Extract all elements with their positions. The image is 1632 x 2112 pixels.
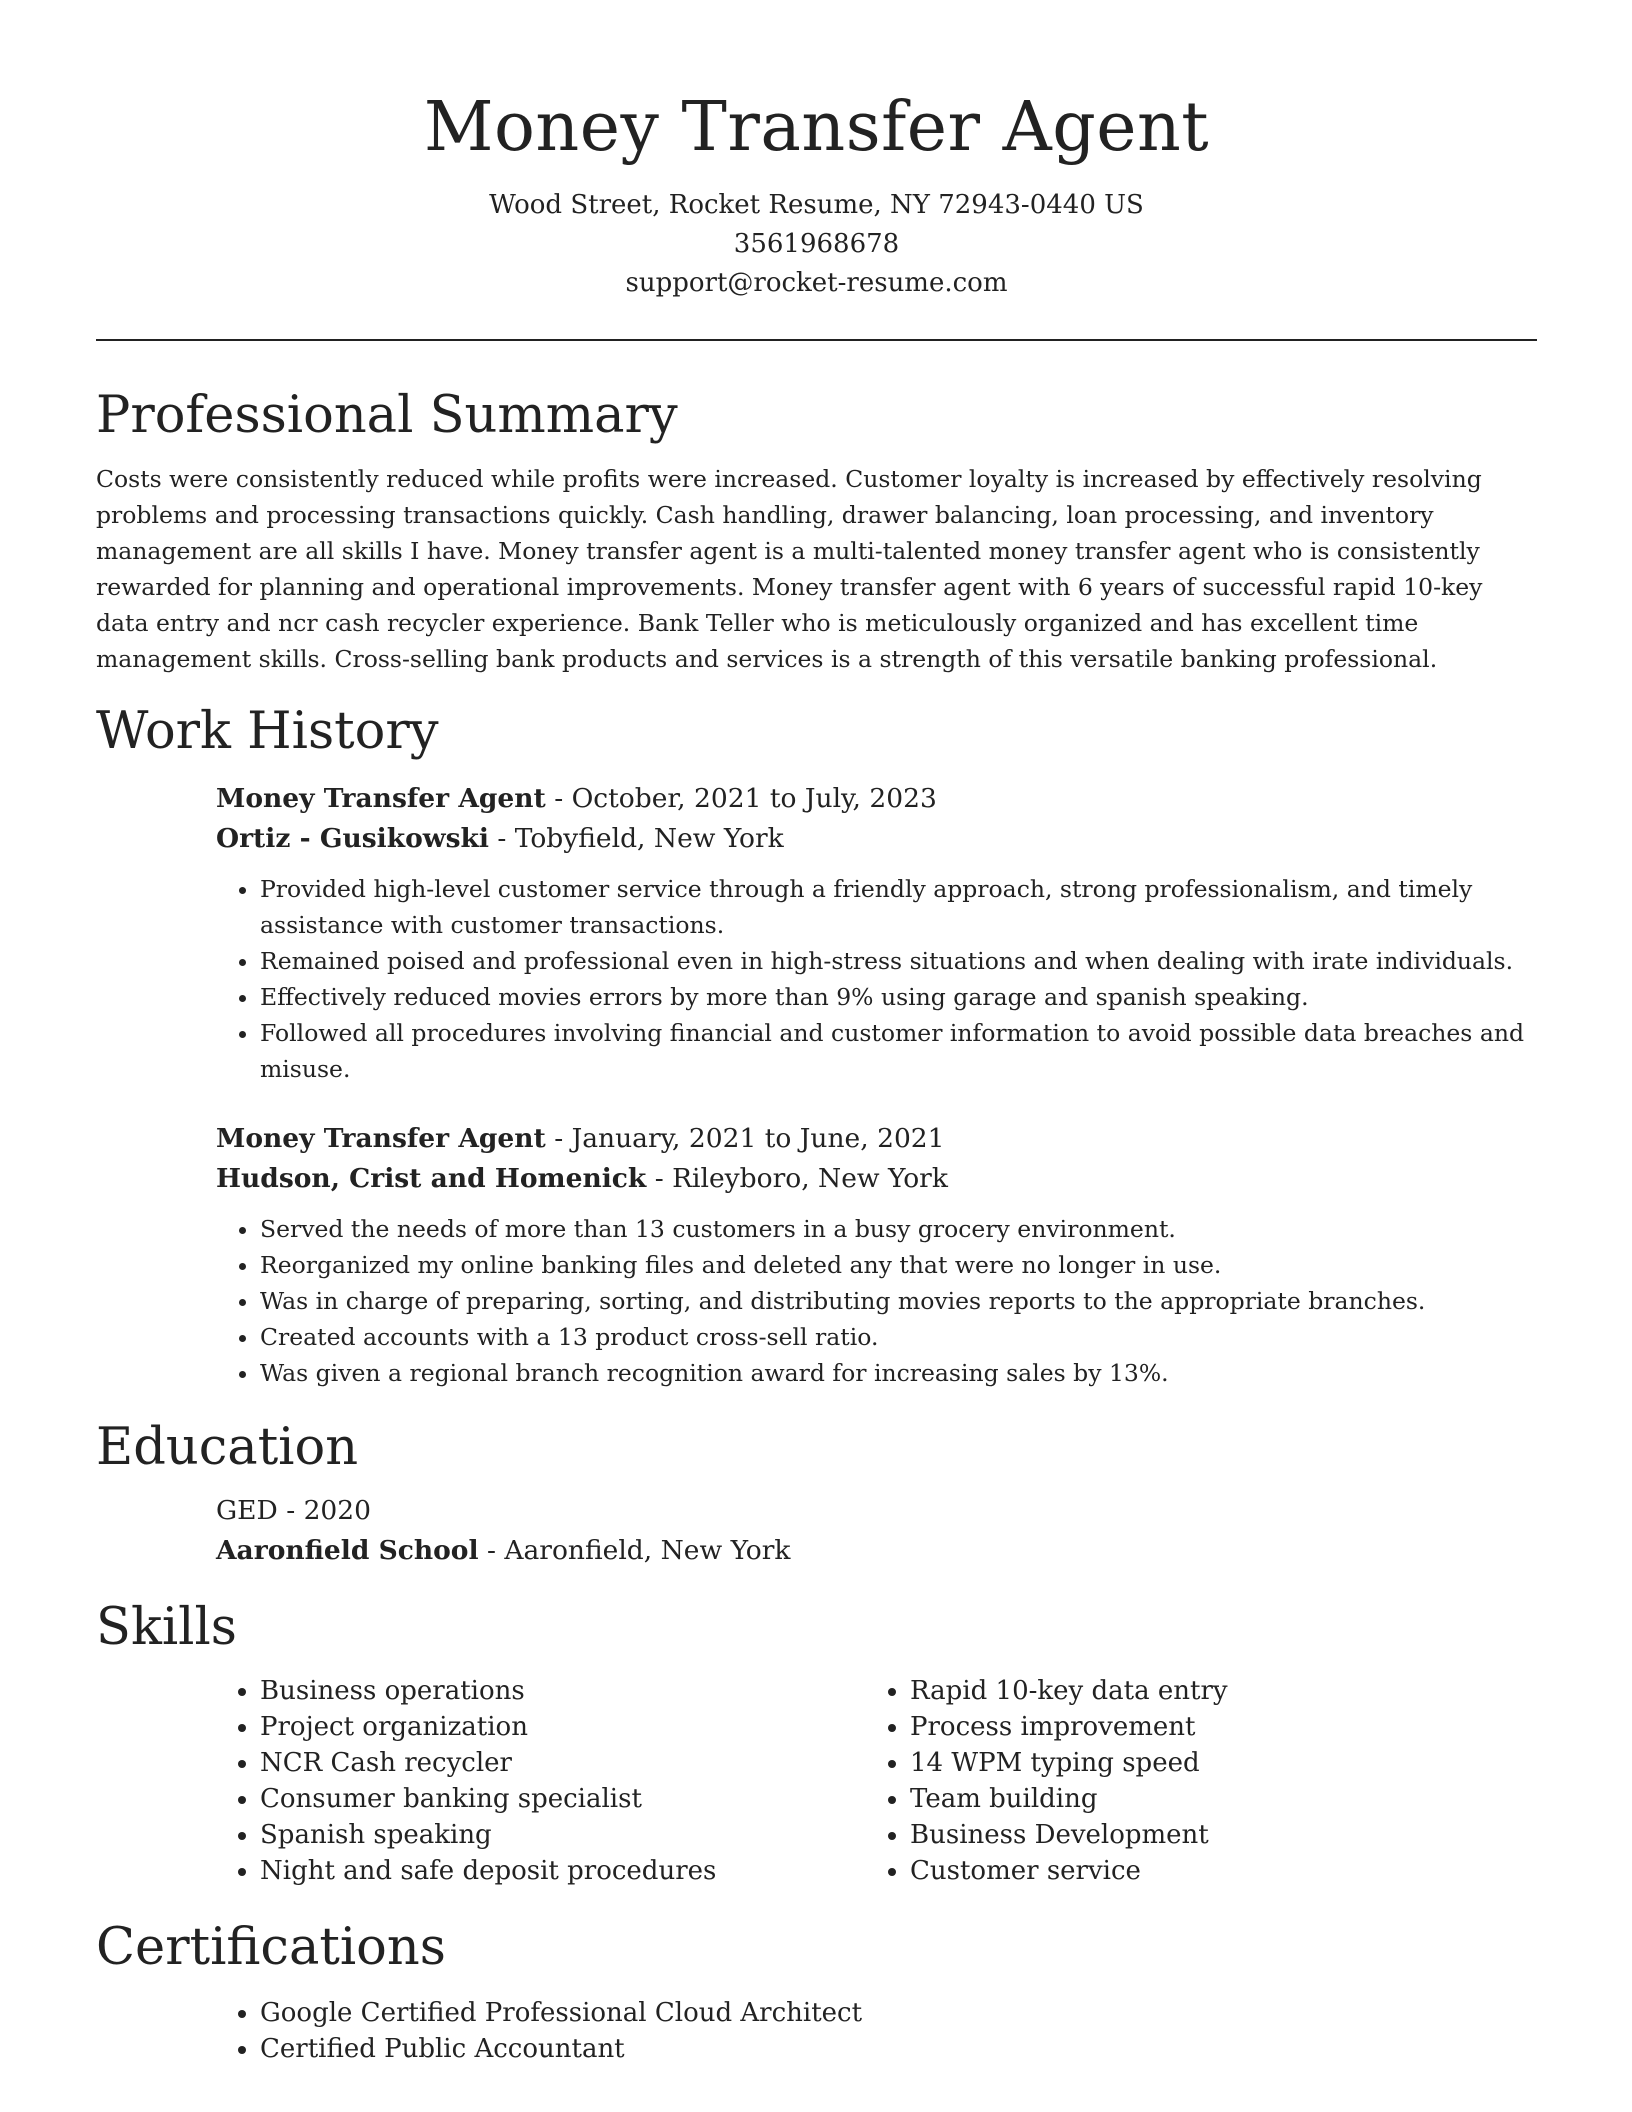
resume-page	[96, 0, 1537, 2067]
header-divider	[96, 339, 1537, 341]
education-section	[96, 1415, 1537, 1571]
section-title-education: Education	[96, 1418, 359, 1477]
education-entry	[216, 1491, 1537, 1571]
skill-item: • Business operations	[260, 1673, 866, 1709]
skills-column-right	[866, 1673, 1516, 1889]
education-degree: GED	[216, 1495, 278, 1526]
skill-item: • Team building	[910, 1781, 1516, 1817]
summary-section	[96, 383, 1537, 677]
list-item: • Was given a regional branch recognition award for increasing sales by 13%.	[260, 1355, 1537, 1391]
list-item: • Remained poised and professional even in high-stress situations and when dealing with irate individuals.	[260, 943, 1537, 979]
contact-phone: 3561968678	[733, 229, 900, 259]
section-title-summary: Professional Summary	[96, 386, 678, 445]
job-bullets	[216, 1211, 1537, 1391]
section-title-work: Work History	[96, 702, 439, 761]
job-bullets	[216, 871, 1537, 1087]
job-entry	[216, 1119, 1537, 1391]
education-school-line	[216, 1531, 1537, 1571]
contact-block	[96, 186, 1537, 303]
job-dates: - October, 2021 to July, 2023	[545, 783, 937, 814]
list-item: • Served the needs of more than 13 customers in a busy grocery environment.	[260, 1211, 1537, 1247]
work-section	[96, 699, 1537, 1391]
skill-item: • Night and safe deposit procedures	[260, 1853, 866, 1889]
skill-item: • Business Development	[910, 1817, 1516, 1853]
certifications-list-wrap	[216, 1995, 1537, 2067]
skills-column-left	[216, 1673, 866, 1889]
contact-address: Wood Street, Rocket Resume, NY 72943-0440 US	[489, 190, 1144, 220]
job-role: Money Transfer Agent	[216, 1123, 546, 1154]
job-company-line	[216, 819, 1537, 859]
resume-name: Money Transfer Agent	[423, 88, 1210, 167]
education-degree-line	[216, 1491, 1537, 1531]
job-company: Ortiz - Gusikowski	[216, 823, 489, 854]
list-item: • Was in charge of preparing, sorting, and distributing movies reports to the appropriate branches.	[260, 1283, 1537, 1319]
list-item: • Created accounts with a 13 product cross-sell ratio.	[260, 1319, 1537, 1355]
skills-section	[96, 1595, 1537, 1889]
certifications-section	[96, 1915, 1537, 2067]
skill-item: • Project organization	[260, 1709, 866, 1745]
job-location: - Rileyboro, New York	[646, 1163, 948, 1194]
section-title-certifications: Certifications	[96, 1918, 446, 1977]
skill-item: • Rapid 10-key data entry	[910, 1673, 1516, 1709]
education-location: - Aaronfield, New York	[478, 1535, 791, 1566]
skill-item: • 14 WPM typing speed	[910, 1745, 1516, 1781]
skill-item: • Spanish speaking	[260, 1817, 866, 1853]
list-item: • Provided high-level customer service through a friendly approach, strong professionalism, and timely assistance with customer transactions.	[260, 871, 1537, 943]
education-year: - 2020	[277, 1495, 372, 1526]
skill-item: • Customer service	[910, 1853, 1516, 1889]
skill-item: • Process improvement	[910, 1709, 1516, 1745]
job-company-line	[216, 1159, 1537, 1199]
skills-columns	[216, 1673, 1537, 1889]
summary-text: Costs were consistently reduced while profits were increased. Customer loyalty is increased by effectively resolving problems and processing transactions quickly. Cash handling, drawer balancing, loan processing, and inventory management are all skills I have. Money transfer agent is a multi-talented money transfer agent who is consistently rewarded for planning and operational improvements. Money transfer agent with 6 years of successful rapid 10-key data entry and ncr cash recycler experience. Bank Teller who is meticulously organized and has excellent time management skills. Cross-selling bank products and services is a strength of this versatile banking professional.	[96, 465, 1483, 673]
education-school: Aaronfield School	[216, 1535, 479, 1566]
job-location: - Tobyfield, New York	[488, 823, 784, 854]
list-item: • Followed all procedures involving financial and customer information to avoid possible data breaches and misuse.	[260, 1015, 1537, 1087]
job-company: Hudson, Crist and Homenick	[216, 1163, 647, 1194]
certification-item: • Certified Public Accountant	[260, 2031, 1537, 2067]
list-item: • Reorganized my online banking files and deleted any that were no longer in use.	[260, 1247, 1537, 1283]
job-entry	[216, 779, 1537, 1087]
skill-item: • NCR Cash recycler	[260, 1745, 866, 1781]
contact-email: support@rocket-resume.com	[625, 268, 1008, 298]
job-dates: - January, 2021 to June, 2021	[545, 1123, 945, 1154]
job-title-line	[216, 779, 1537, 819]
skill-item: • Consumer banking specialist	[260, 1781, 866, 1817]
section-title-skills: Skills	[96, 1598, 237, 1657]
job-title-line	[216, 1119, 1537, 1159]
certification-item: • Google Certified Professional Cloud Architect	[260, 1995, 1537, 2031]
certifications-list	[216, 1995, 1537, 2067]
list-item: • Effectively reduced movies errors by more than 9% using garage and spanish speaking.	[260, 979, 1537, 1015]
job-role: Money Transfer Agent	[216, 783, 546, 814]
